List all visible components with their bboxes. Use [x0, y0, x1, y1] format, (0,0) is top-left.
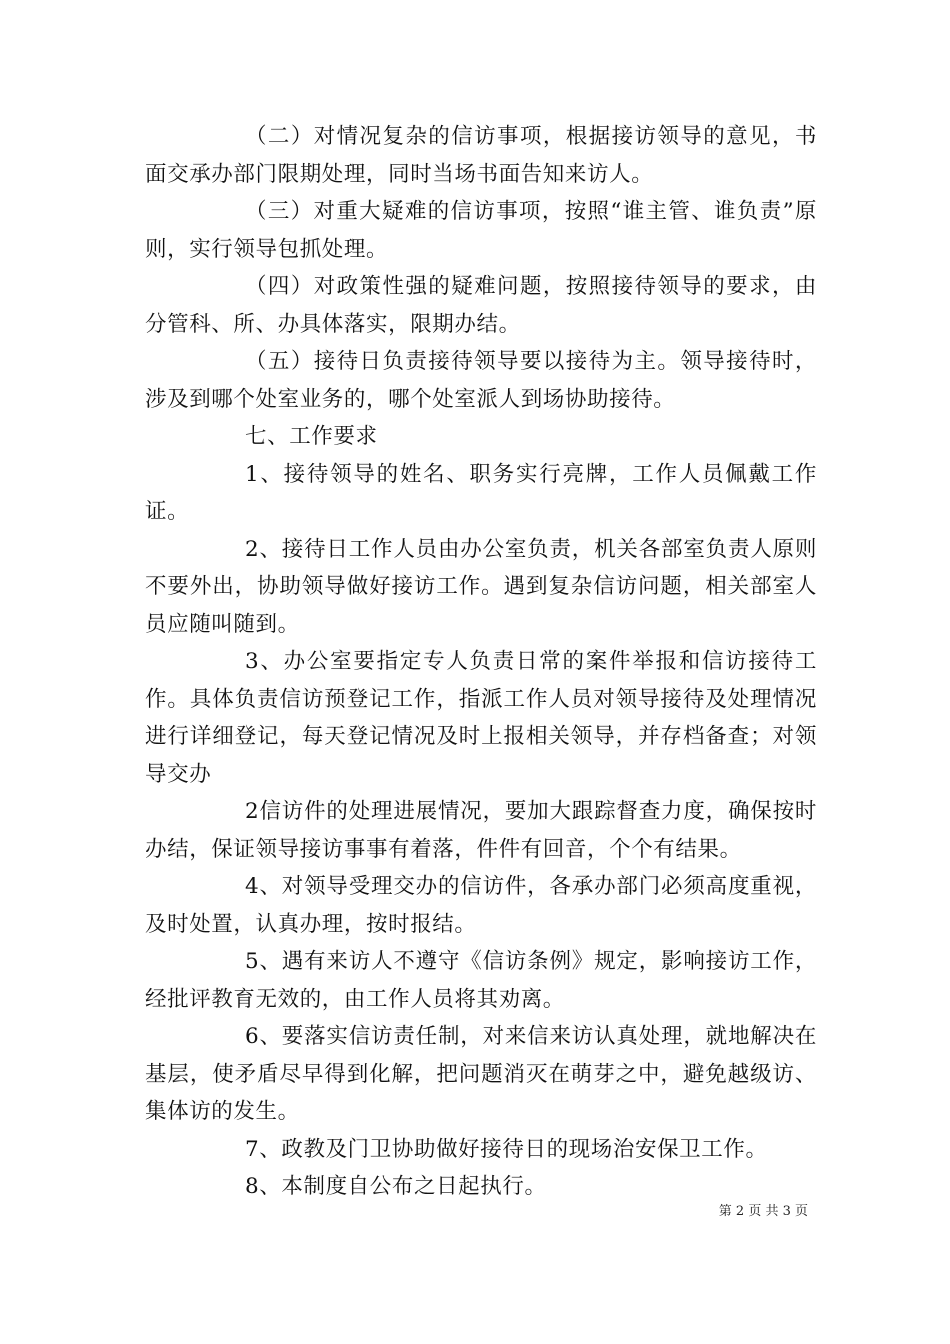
paragraph-item-4: （四）对政策性强的疑难问题，按照接待领导的要求，由分管科、所、办具体落实，限期办结。	[145, 274, 817, 337]
requirement-item-8: 8、本制度自公布之日起执行。	[245, 1174, 547, 1199]
requirement-item-7: 7、政教及门卫协助做好接待日的现场治安保卫工作。	[245, 1136, 768, 1162]
requirement-item-2: 2、接待日工作人员由办公室负责，机关各部室负责人原则不要外出，协助领导做好接访工作。遇到复杂信访问题，相关部室人员应随叫随到。	[145, 536, 817, 637]
requirement-item-6: 6、要落实信访责任制，对来信来访认真处理，就地解决在基层，使矛盾尽早得到化解，把问题消灭在萌芽之中，避免越级访、集体访的发生。	[145, 1024, 817, 1124]
section-heading-work-requirements: 七、工作要求	[245, 424, 378, 449]
requirement-item-1: 1、接待领导的姓名、职务实行亮牌，工作人员佩戴工作证。	[145, 461, 817, 524]
requirement-item-3-continued: 2信访件的处理进展情况，要加大跟踪督查力度，确保按时办结，保证领导接访事事有着落，件件有回音，个个有结果。	[145, 799, 817, 862]
page-number: 第 2 页 共 3 页	[718, 1204, 808, 1219]
document-body	[145, 118, 817, 1206]
paragraph-item-2: （二）对情况复杂的信访事项，根据接访领导的意见，书面交承办部门限期处理，同时当场书面告知来访人。	[145, 124, 817, 187]
paragraph-item-3: （三）对重大疑难的信访事项，按照“谁主管、谁负责”原则，实行领导包抓处理。	[145, 199, 817, 262]
requirement-item-5: 5、遇有来访人不遵守《信访条例》规定，影响接访工作，经批评教育无效的，由工作人员将其劝离。	[145, 949, 817, 1012]
page-footer	[0, 1203, 808, 1221]
requirement-item-4: 4、对领导受理交办的信访件，各承办部门必须高度重视，及时处置，认真办理，按时报结。	[145, 874, 817, 937]
paragraph-item-5: （五）接待日负责接待领导要以接待为主。领导接待时，涉及到哪个处室业务的，哪个处室派人到场协助接待。	[145, 349, 817, 412]
requirement-item-3: 3、办公室要指定专人负责日常的案件举报和信访接待工作。具体负责信访预登记工作，指派工作人员对领导接待及处理情况进行详细登记，每天登记情况及时上报相关领导，并存档备查；对领导交办	[145, 649, 817, 787]
